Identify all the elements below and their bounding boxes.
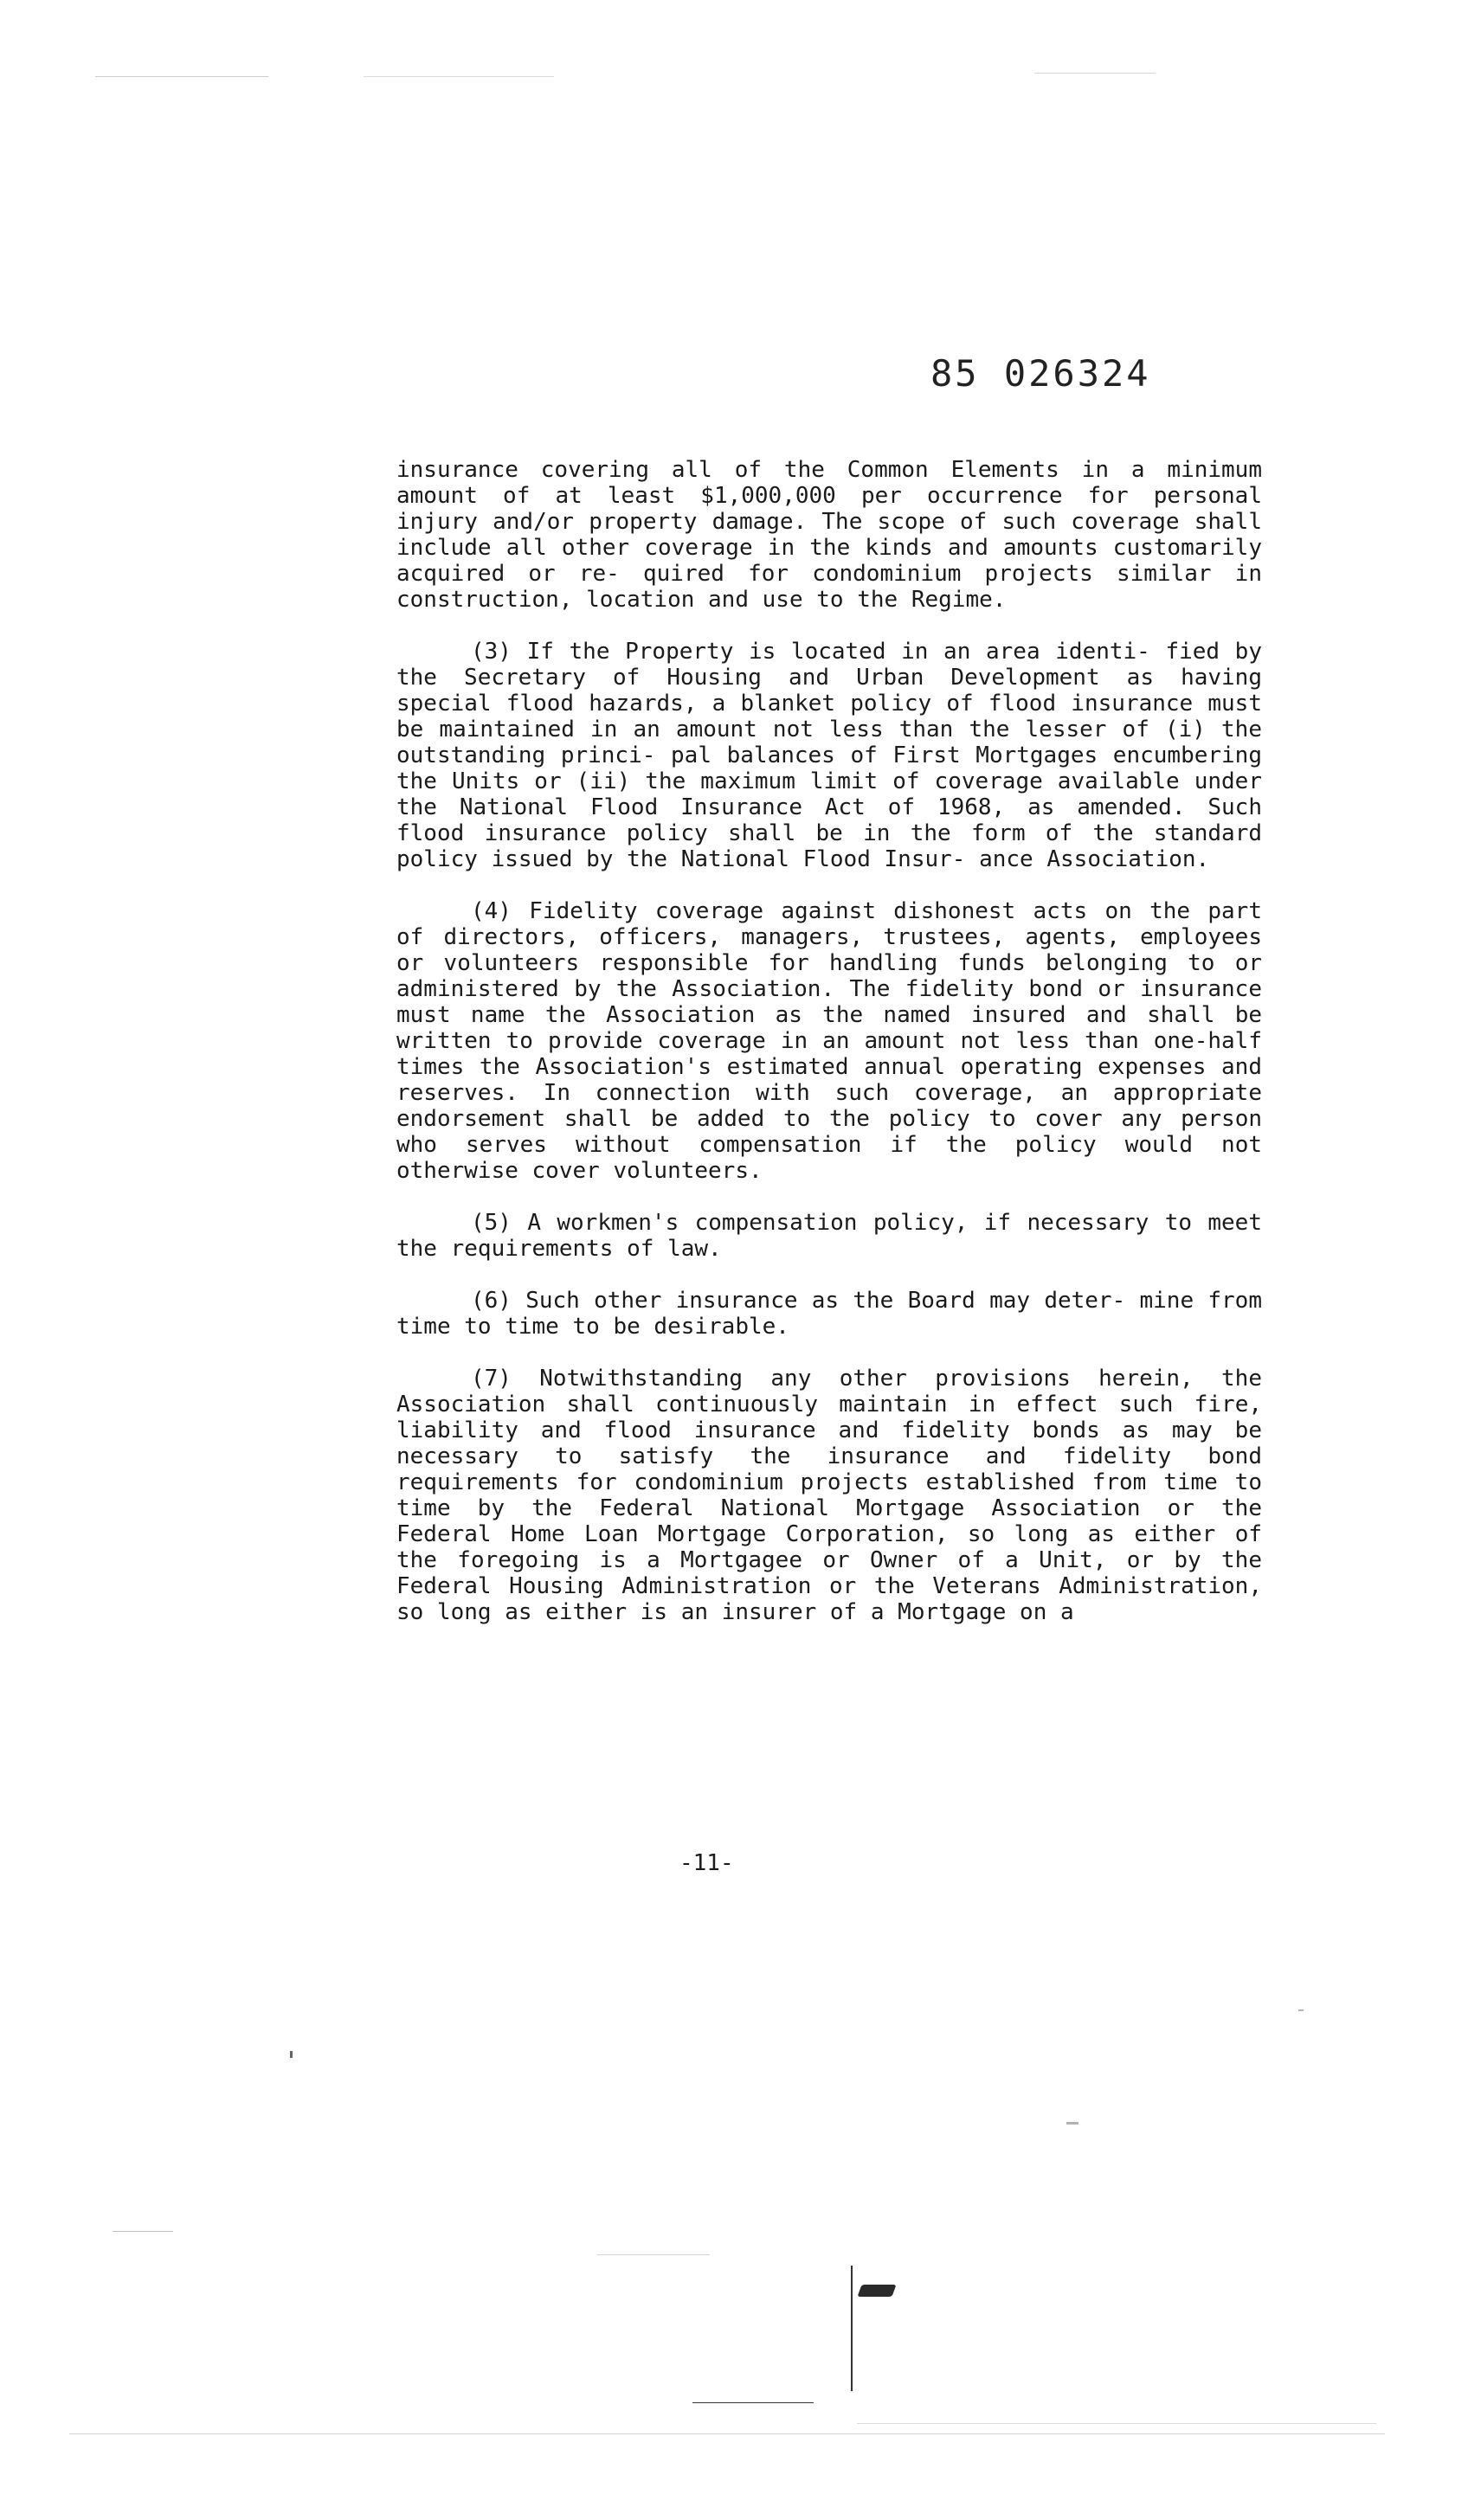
scan-artifact-bottom-edge xyxy=(69,2433,1385,2434)
paragraph-4-fidelity-coverage: (4) Fidelity coverage against dishonest acts on the part of directors, officers, managers, trustees, agents, employees or volunteers responsible for handling funds belonging to or administered by the Association. The fidelity bond or insurance must name the Association as the named insured and shall be written to provide coverage in an amount not less than one-half times the Association's estimated annual operating expenses and reserves. In connection with such coverage, an appropriate endorsement shall be added to the policy to cover any person who serves without compensation if the policy would not otherwise cover volunteers. xyxy=(396,898,1262,1184)
paragraph-6-other-insurance: (6) Such other insurance as the Board may deter- mine from time to time to be desirable. xyxy=(396,1288,1262,1340)
page-number: -11- xyxy=(679,1850,734,1876)
scan-artifact-dot-far-right xyxy=(1298,2009,1304,2011)
document-number: 85 026324 xyxy=(930,352,1151,395)
paragraph-insurance-coverage: insurance covering all of the Common Elements in a minimum amount of at least $1,000,000 per occurrence for personal injury and/or property damage. The scope of such coverage shall include all other coverage in the kinds and amounts customarily acquired or re- quired for condominium projects similar in construction, location and use to the Regime. xyxy=(396,457,1262,613)
paragraph-7-notwithstanding: (7) Notwithstanding any other provisions herein, the Association shall continuously maintain in effect such fire, liability and flood insurance and fidelity bonds as may be necessary to satisfy the insurance and fidelity bond requirements for condominium projects established from time to time by the Federal National Mortgage Association or the Federal Home Loan Mortgage Corporation, so long as either of the foregoing is a Mortgagee or Owner of a Unit, or by the Federal Housing Administration or the Veterans Administration, so long as either is an insurer of a Mortgage on a xyxy=(396,1366,1262,1625)
scan-artifact-smudge xyxy=(857,2285,896,2297)
document-body xyxy=(396,457,1262,1651)
scan-artifact-top-mid xyxy=(364,76,554,77)
scan-artifact-bottom-edge-2 xyxy=(857,2423,1376,2424)
paragraph-5-workmens-compensation: (5) A workmen's compensation policy, if necessary to meet the requirements of law. xyxy=(396,1210,1262,1262)
scan-artifact-bottom-2 xyxy=(597,2254,710,2255)
scan-artifact-bottom-1 xyxy=(113,2231,173,2232)
scan-artifact-top-left xyxy=(95,76,268,77)
scan-artifact-bottom-3 xyxy=(692,2402,814,2403)
scan-artifact-bracket xyxy=(851,2266,853,2391)
scan-artifact-dot-left xyxy=(290,2051,293,2058)
scan-artifact-top-right xyxy=(1034,73,1156,74)
scan-artifact-dot-right xyxy=(1066,2122,1078,2125)
paragraph-3-flood-insurance: (3) If the Property is located in an area identi- fied by the Secretary of Housing and Urban Development as having special flood hazards, a blanket policy of flood insurance must be maintained in an amount not less than the lesser of (i) the outstanding princi- pal balances of First Mortgages encumbering the Units or (ii) the maximum limit of coverage available under the National Flood Insurance Act of 1968, as amended. Such flood insurance policy shall be in the form of the standard policy issued by the National Flood Insur- ance Association. xyxy=(396,639,1262,872)
